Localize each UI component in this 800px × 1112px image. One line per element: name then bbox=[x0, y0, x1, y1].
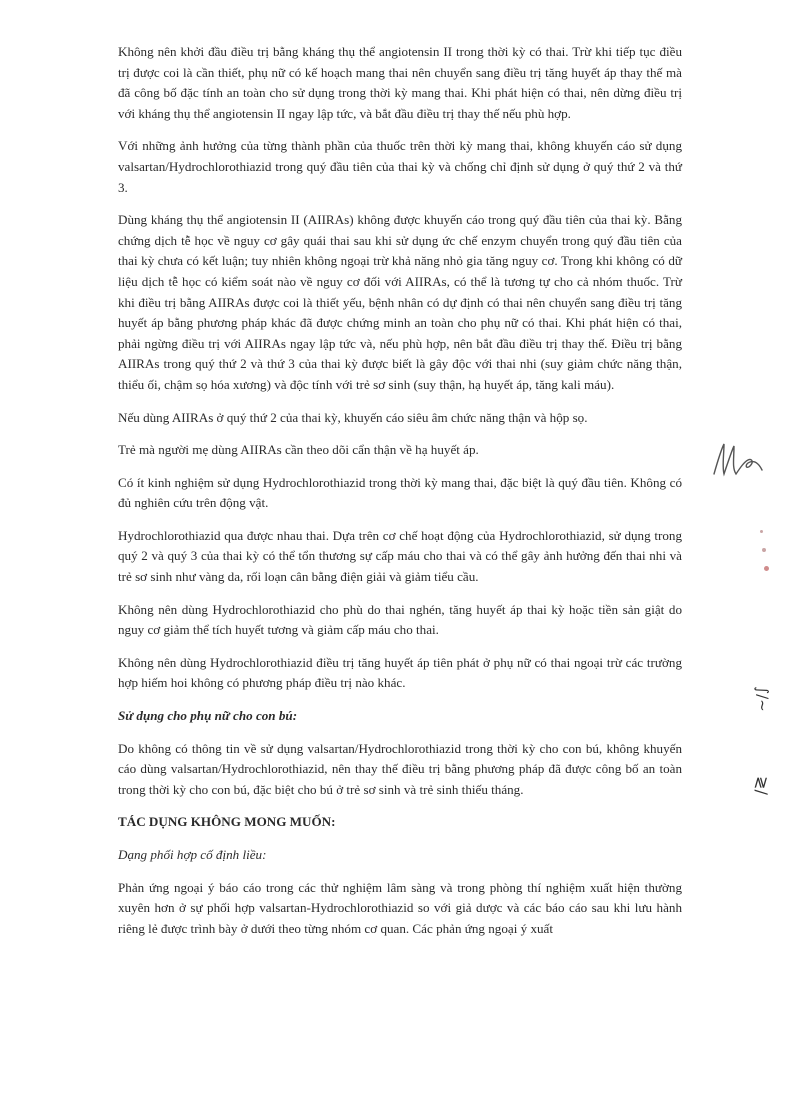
paragraph-ultrasound: Nếu dùng AIIRAs ở quý thứ 2 của thai kỳ, khuyến cáo siêu âm chức năng thận và hộp sọ. bbox=[118, 409, 588, 425]
paragraph-aiiras: Dùng kháng thụ thể angiotensin II (AIIRAs) không được khuyến cáo trong quý đầu tiên của thai kỳ. Bằng chứng dịch tễ học về nguy cơ gây quái thai sau khi sử dụng ức chế enzym chuyển trong quý đầu tiên của thai kỳ chưa có kết luận; tuy nhiên không ngoại trừ khả năng nhỏ gia tăng nguy cơ. Trong khi không có dữ liệu dịch tễ học có kiểm soát nào về nguy cơ đối với AIIRAs, có thể là tương tự cho cả nhóm thuốc. Trừ khi điều trị bằng AIIRAs được coi là thiết yếu, bệnh nhân có dự định có thai nên chuyển sang điều trị tăng huyết áp bằng phương pháp khác đã được chứng minh an toàn cho phụ nữ có thai. Khi phát hiện có thai, phải ngừng điều trị với AIIRAs ngay lập tức và, nếu phù hợp, nên bắt đầu điều trị thay thế. Điều trị bằng AIIRAs trong quý thứ 2 và thứ 3 của thai kỳ được biết là gây độc với thai nhi (suy giảm chức năng thận, thiểu ối, chậm sọ hóa xương) và độc tính với trẻ sơ sinh (suy thận, hạ huyết áp, tăng kali máu). bbox=[118, 212, 682, 392]
stamp-dot bbox=[760, 530, 763, 533]
margin-scribble-mark-2: ≷∕ bbox=[751, 776, 771, 795]
document-body bbox=[118, 42, 682, 951]
stamp-dot bbox=[764, 566, 769, 571]
paragraph-hctz-edema: Không nên dùng Hydrochlorothiazid cho phù do thai nghén, tăng huyết áp thai kỳ hoặc tiền sản giật do nguy cơ giảm thể tích huyết tương và giảm cấp máu cho thai. bbox=[118, 601, 682, 638]
margin-scribble-mark: ∫∕∼ bbox=[753, 686, 772, 712]
adverse-effects-heading: TÁC DỤNG KHÔNG MONG MUỐN: bbox=[118, 814, 336, 830]
stamp-dot bbox=[762, 548, 766, 552]
breastfeeding-text: Do không có thông tin về sử dụng valsartan/Hydrochlorothiazid trong thời kỳ cho con bú, không khuyến cáo dùng valsartan/Hydrochlorothiazid, nên thay thế điều trị bằng phương pháp đã được công bố an toàn trong thời kỳ cho con bú, đặc biệt cho bú ở trẻ sơ sinh và trẻ sinh thiếu tháng. bbox=[118, 740, 682, 797]
adverse-effects-subheading: Dạng phối hợp cố định liều: bbox=[118, 847, 267, 862]
paragraph-hctz-hypertension: Không nên dùng Hydrochlorothiazid điều trị tăng huyết áp tiên phát ở phụ nữ có thai ngoại trừ các trường hợp hiếm hoi không có phương pháp điều trị nào khác. bbox=[118, 654, 682, 691]
adverse-effects-text: Phản ứng ngoại ý báo cáo trong các thử nghiệm lâm sàng và trong phòng thí nghiệm xuất hiện thường xuyên hơn ở sự phối hợp valsartan-Hydrochlorothiazid so với giả dược và các báo cáo sau khi lưu hành riêng lẻ được trình bày ở dưới theo từng nhóm cơ quan. Các phản ứng ngoại ý xuất bbox=[118, 879, 682, 936]
paragraph-hctz-experience: Có ít kinh nghiệm sử dụng Hydrochlorothiazid trong thời kỳ mang thai, đặc biệt là quý đầu tiên. Không có đủ nghiên cứu trên động vật. bbox=[118, 474, 682, 511]
signature-mark bbox=[710, 440, 766, 480]
breastfeeding-heading: Sử dụng cho phụ nữ cho con bú: bbox=[118, 708, 298, 724]
paragraph-hctz-placenta: Hydrochlorothiazid qua được nhau thai. Dựa trên cơ chế hoạt động của Hydrochlorothiazid, sử dụng trong quý 2 và quý 3 của thai kỳ có thể tổn thương sự cấp máu cho thai và có thể gây ảnh hưởng đến thai nhi và trẻ sơ sinh như vàng da, rối loạn cân bằng điện giải và giảm tiểu cầu. bbox=[118, 527, 682, 585]
paragraph-pregnancy-intro: Không nên khởi đầu điều trị bằng kháng thụ thể angiotensin II trong thời kỳ có thai. Trừ khi tiếp tục điều trị được coi là cần thiết, phụ nữ có kế hoạch mang thai nên chuyển sang điều trị tăng huyết áp thay thế mà đã công bố đặc tính an toàn cho sử dụng trong thời kỳ mang thai. Khi phát hiện có thai, nên dừng điều trị với kháng thụ thể angiotensin II ngay lập tức, và bắt đầu điều trị thay thế nếu phù hợp. bbox=[118, 44, 682, 121]
paragraph-pregnancy-trimester: Với những ảnh hưởng của từng thành phần của thuốc trên thời kỳ mang thai, không khuyến cáo sử dụng valsartan/Hydrochlorothiazid trong quý đầu tiên của thai kỳ và chống chỉ định sử dụng ở quý thứ 2 và thứ 3. bbox=[118, 138, 682, 195]
paragraph-newborn-monitoring: Trẻ mà người mẹ dùng AIIRAs cần theo dõi cẩn thận về hạ huyết áp. bbox=[118, 442, 479, 458]
